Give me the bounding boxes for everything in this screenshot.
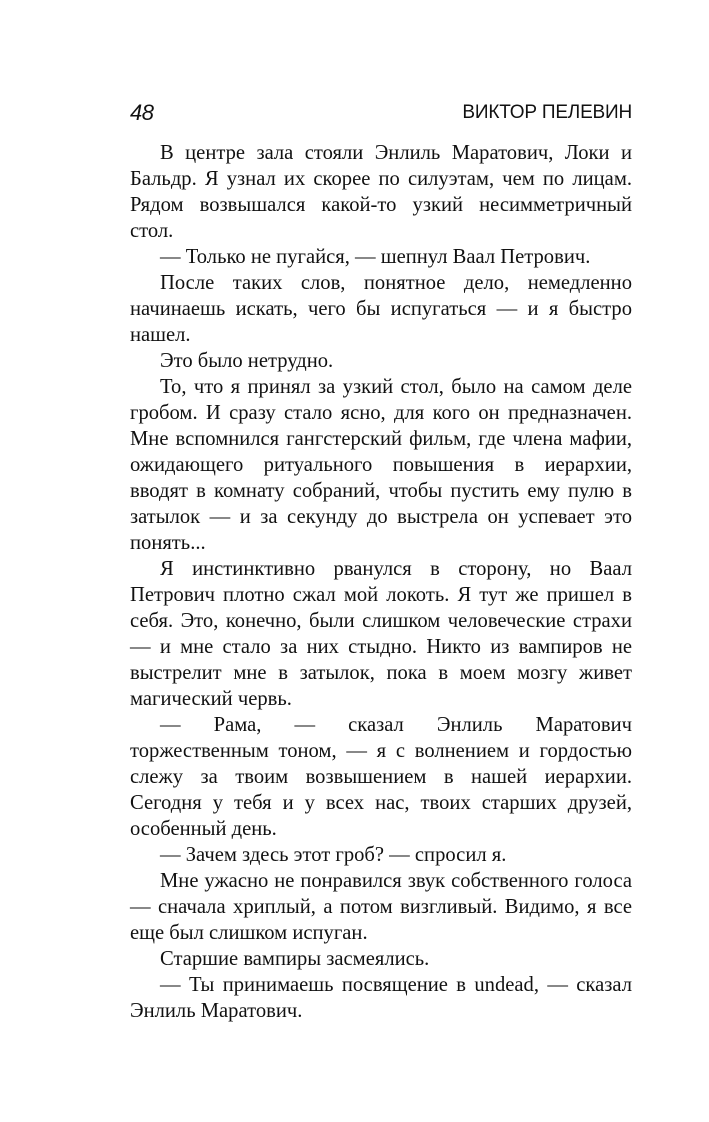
paragraph: — Ты принимаешь посвящение в undead, — сказал Энлиль Маратович. (130, 974, 632, 1022)
paragraph: Я инстинктивно рванулся в сторону, но Ваал Петрович плотно сжал мой локоть. Я тут же пришел в себя. Это, конечно, были слишком человеческие страхи — и мне стало за них стыдно. Никто из вампиров не выстрелит мне в затылок, пока в моем мозгу живет магический червь. (130, 558, 632, 710)
paragraph: После таких слов, понятное дело, немедленно начинаешь искать, чего бы испугаться — и я быстро нашел. (130, 272, 632, 346)
paragraph: — Рама, — сказал Энлиль Маратович торжественным тоном, — я с волнением и гордостью слежу за твоим возвышением в нашей иерархии. Сегодня у тебя и у всех нас, твоих старших друзей, особенный день. (130, 714, 632, 840)
page-number: 48 (130, 100, 154, 125)
paragraph: То, что я принял за узкий стол, было на самом деле гробом. И сразу стало ясно, для кого он предназначен. Мне вспомнился гангстерский фильм, где члена мафии, ожидающего ритуального повышения в иерархии, вводят в комнату собраний, чтобы пустить ему пулю в затылок — и за секунду до выстрела он успевает это понять... (130, 376, 632, 554)
paragraph: Старшие вампиры засмеялись. (160, 948, 430, 970)
page-header (130, 100, 632, 132)
paragraph: — Зачем здесь этот гроб? — спросил я. (160, 844, 507, 866)
running-head-author: ВИКТОР ПЕЛЕВИН (462, 102, 632, 123)
body-text (130, 140, 632, 1024)
paragraph: Это было нетрудно. (160, 350, 334, 372)
paragraph: — Только не пугайся, — шепнул Ваал Петрович. (160, 246, 591, 268)
paragraph: В центре зала стояли Энлиль Маратович, Локи и Бальдр. Я узнал их скорее по силуэтам, чем по лицам. Рядом возвышался какой-то узкий несимметричный стол. (130, 142, 632, 242)
paragraph: Мне ужасно не понравился звук собственного голоса — сначала хриплый, а потом визгливый. Видимо, я все еще был слишком испуган. (130, 870, 632, 944)
